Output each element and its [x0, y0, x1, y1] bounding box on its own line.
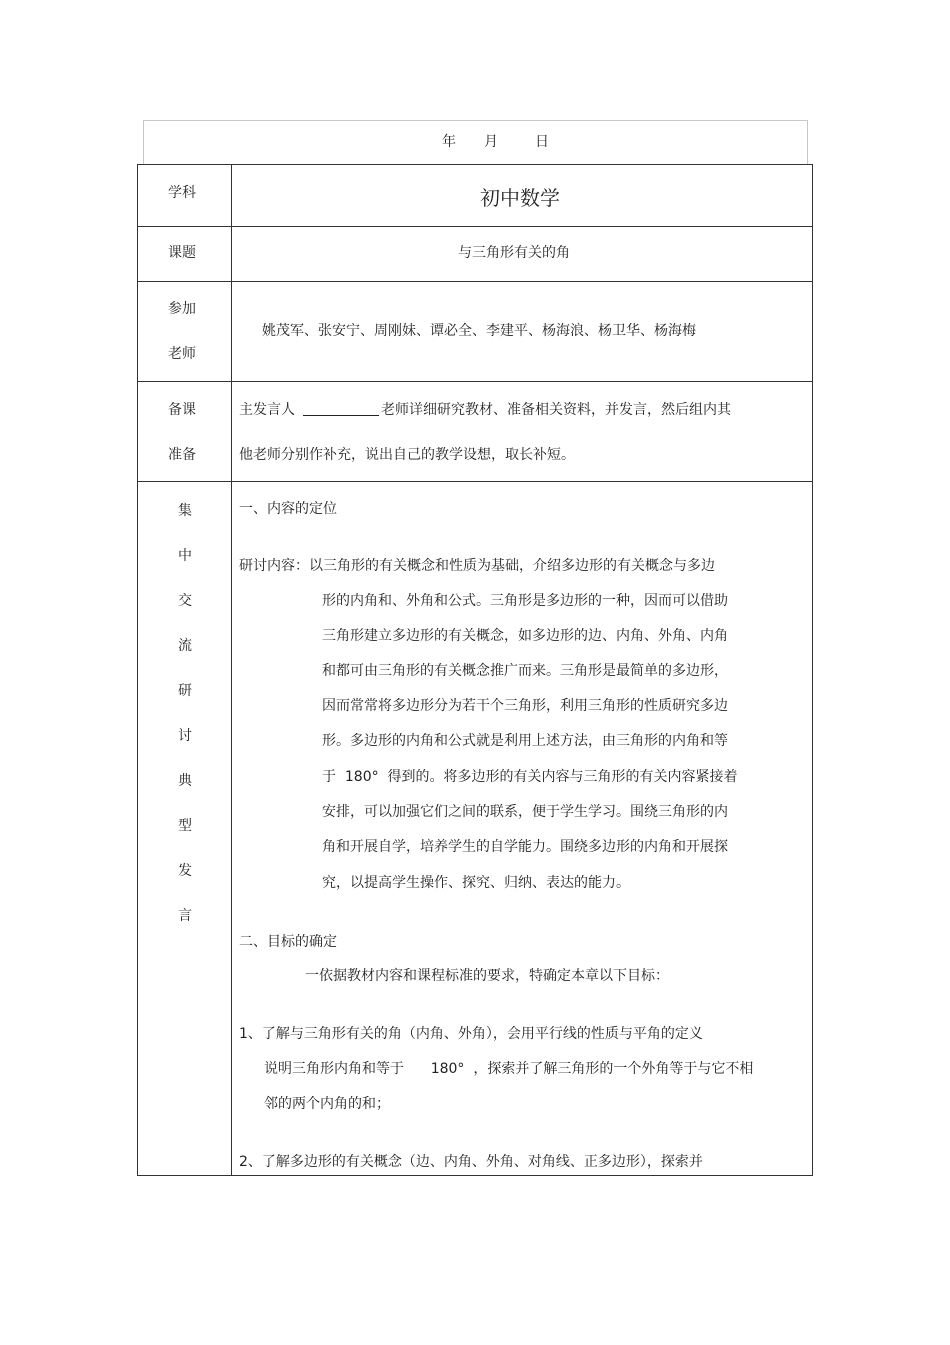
discussion-label-char: 讨	[178, 728, 192, 744]
section1-line: 形。多边形的内角和公式就是利用上述方法，由三角形的内角和等	[322, 733, 728, 749]
discussion-label-char: 中	[178, 548, 192, 564]
discussion-label-char: 集	[178, 503, 192, 519]
goal1-line3: 邻的两个内角的和；	[264, 1096, 390, 1112]
discussion-label-char: 交	[178, 593, 192, 609]
prep-label-line2: 准备	[168, 447, 196, 463]
section1-title: 一、内容的定位	[239, 501, 337, 517]
teachers-value: 姚茂军、张安宁、周刚妹、谭必全、李建平、杨海浪、杨卫华、杨海梅	[262, 323, 696, 339]
row-divider	[138, 481, 812, 482]
section2-intro: 一依据教材内容和课程标准的要求，特确定本章以下目标：	[305, 968, 669, 984]
prep-line1-rest: 老师详细研究教材、准备相关资料，并发言，然后组内其	[381, 402, 731, 418]
section1-line: 角和开展自学，培养学生的自学能力。围绕多边形的内角和开展探	[322, 839, 728, 855]
row-divider	[138, 281, 812, 282]
section1-line: 于 180° 得到的。将多边形的有关内容与三角形的有关内容紧接着	[322, 769, 738, 785]
prep-line1	[239, 399, 731, 419]
year-label: 年	[442, 134, 456, 150]
section1-line: 形的内角和、外角和公式。三角形是多边形的一种，因而可以借助	[322, 593, 728, 609]
column-divider	[231, 165, 232, 1175]
row-divider	[138, 381, 812, 382]
topic-label: 课题	[168, 245, 196, 261]
discussion-label-char: 典	[178, 773, 192, 789]
teachers-label-line1: 参加	[168, 301, 196, 317]
prep-speaker-text: 主发言人	[239, 402, 295, 418]
section1-line: 究，以提高学生操作、探究、归纳、表达的能力。	[322, 875, 630, 891]
lesson-prep-table	[137, 164, 813, 1176]
section1-line: 安排，可以加强它们之间的联系，便于学生学习。围绕三角形的内	[322, 804, 728, 820]
month-label: 月	[484, 134, 498, 150]
prep-line2: 他老师分别作补充，说出自己的教学设想，取长补短。	[239, 447, 575, 463]
goal1-line1: 1、了解与三角形有关的角（内角、外角），会用平行线的性质与平角的定义	[239, 1026, 703, 1042]
prep-label-line1: 备课	[168, 402, 196, 418]
section1-line: 因而常常将多边形分为若干个三角形，利用三角形的性质研究多边	[322, 698, 728, 714]
section1-line: 和都可由三角形的有关概念推广而来。三角形是最简单的多边形，	[322, 663, 728, 679]
speaker-name-blank	[303, 401, 379, 416]
discussion-label-char: 型	[178, 818, 192, 834]
teachers-label-line2: 老师	[168, 346, 196, 362]
goal1-line2: 说明三角形内角和等于 180° ，探索并了解三角形的一个外角等于与它不相	[264, 1061, 754, 1077]
discussion-label-char: 发	[178, 863, 192, 879]
row-divider	[138, 226, 812, 227]
section2-title: 二、目标的确定	[239, 934, 337, 950]
discussion-label-char: 流	[178, 638, 192, 654]
goal2-line1: 2、了解多边形的有关概念（边、内角、外角、对角线、正多边形），探索并	[239, 1154, 703, 1170]
topic-value: 与三角形有关的角	[458, 245, 570, 261]
discussion-label-char: 研	[178, 683, 192, 699]
subject-value: 初中数学	[480, 186, 560, 210]
section1-line: 研讨内容：以三角形的有关概念和性质为基础，介绍多边形的有关概念与多边	[239, 558, 715, 574]
subject-label: 学科	[168, 185, 196, 201]
day-label: 日	[535, 134, 549, 150]
date-header	[143, 120, 808, 164]
section1-line: 三角形建立多边形的有关概念，如多边形的边、内角、外角、内角	[322, 628, 728, 644]
discussion-label-char: 言	[178, 908, 192, 924]
